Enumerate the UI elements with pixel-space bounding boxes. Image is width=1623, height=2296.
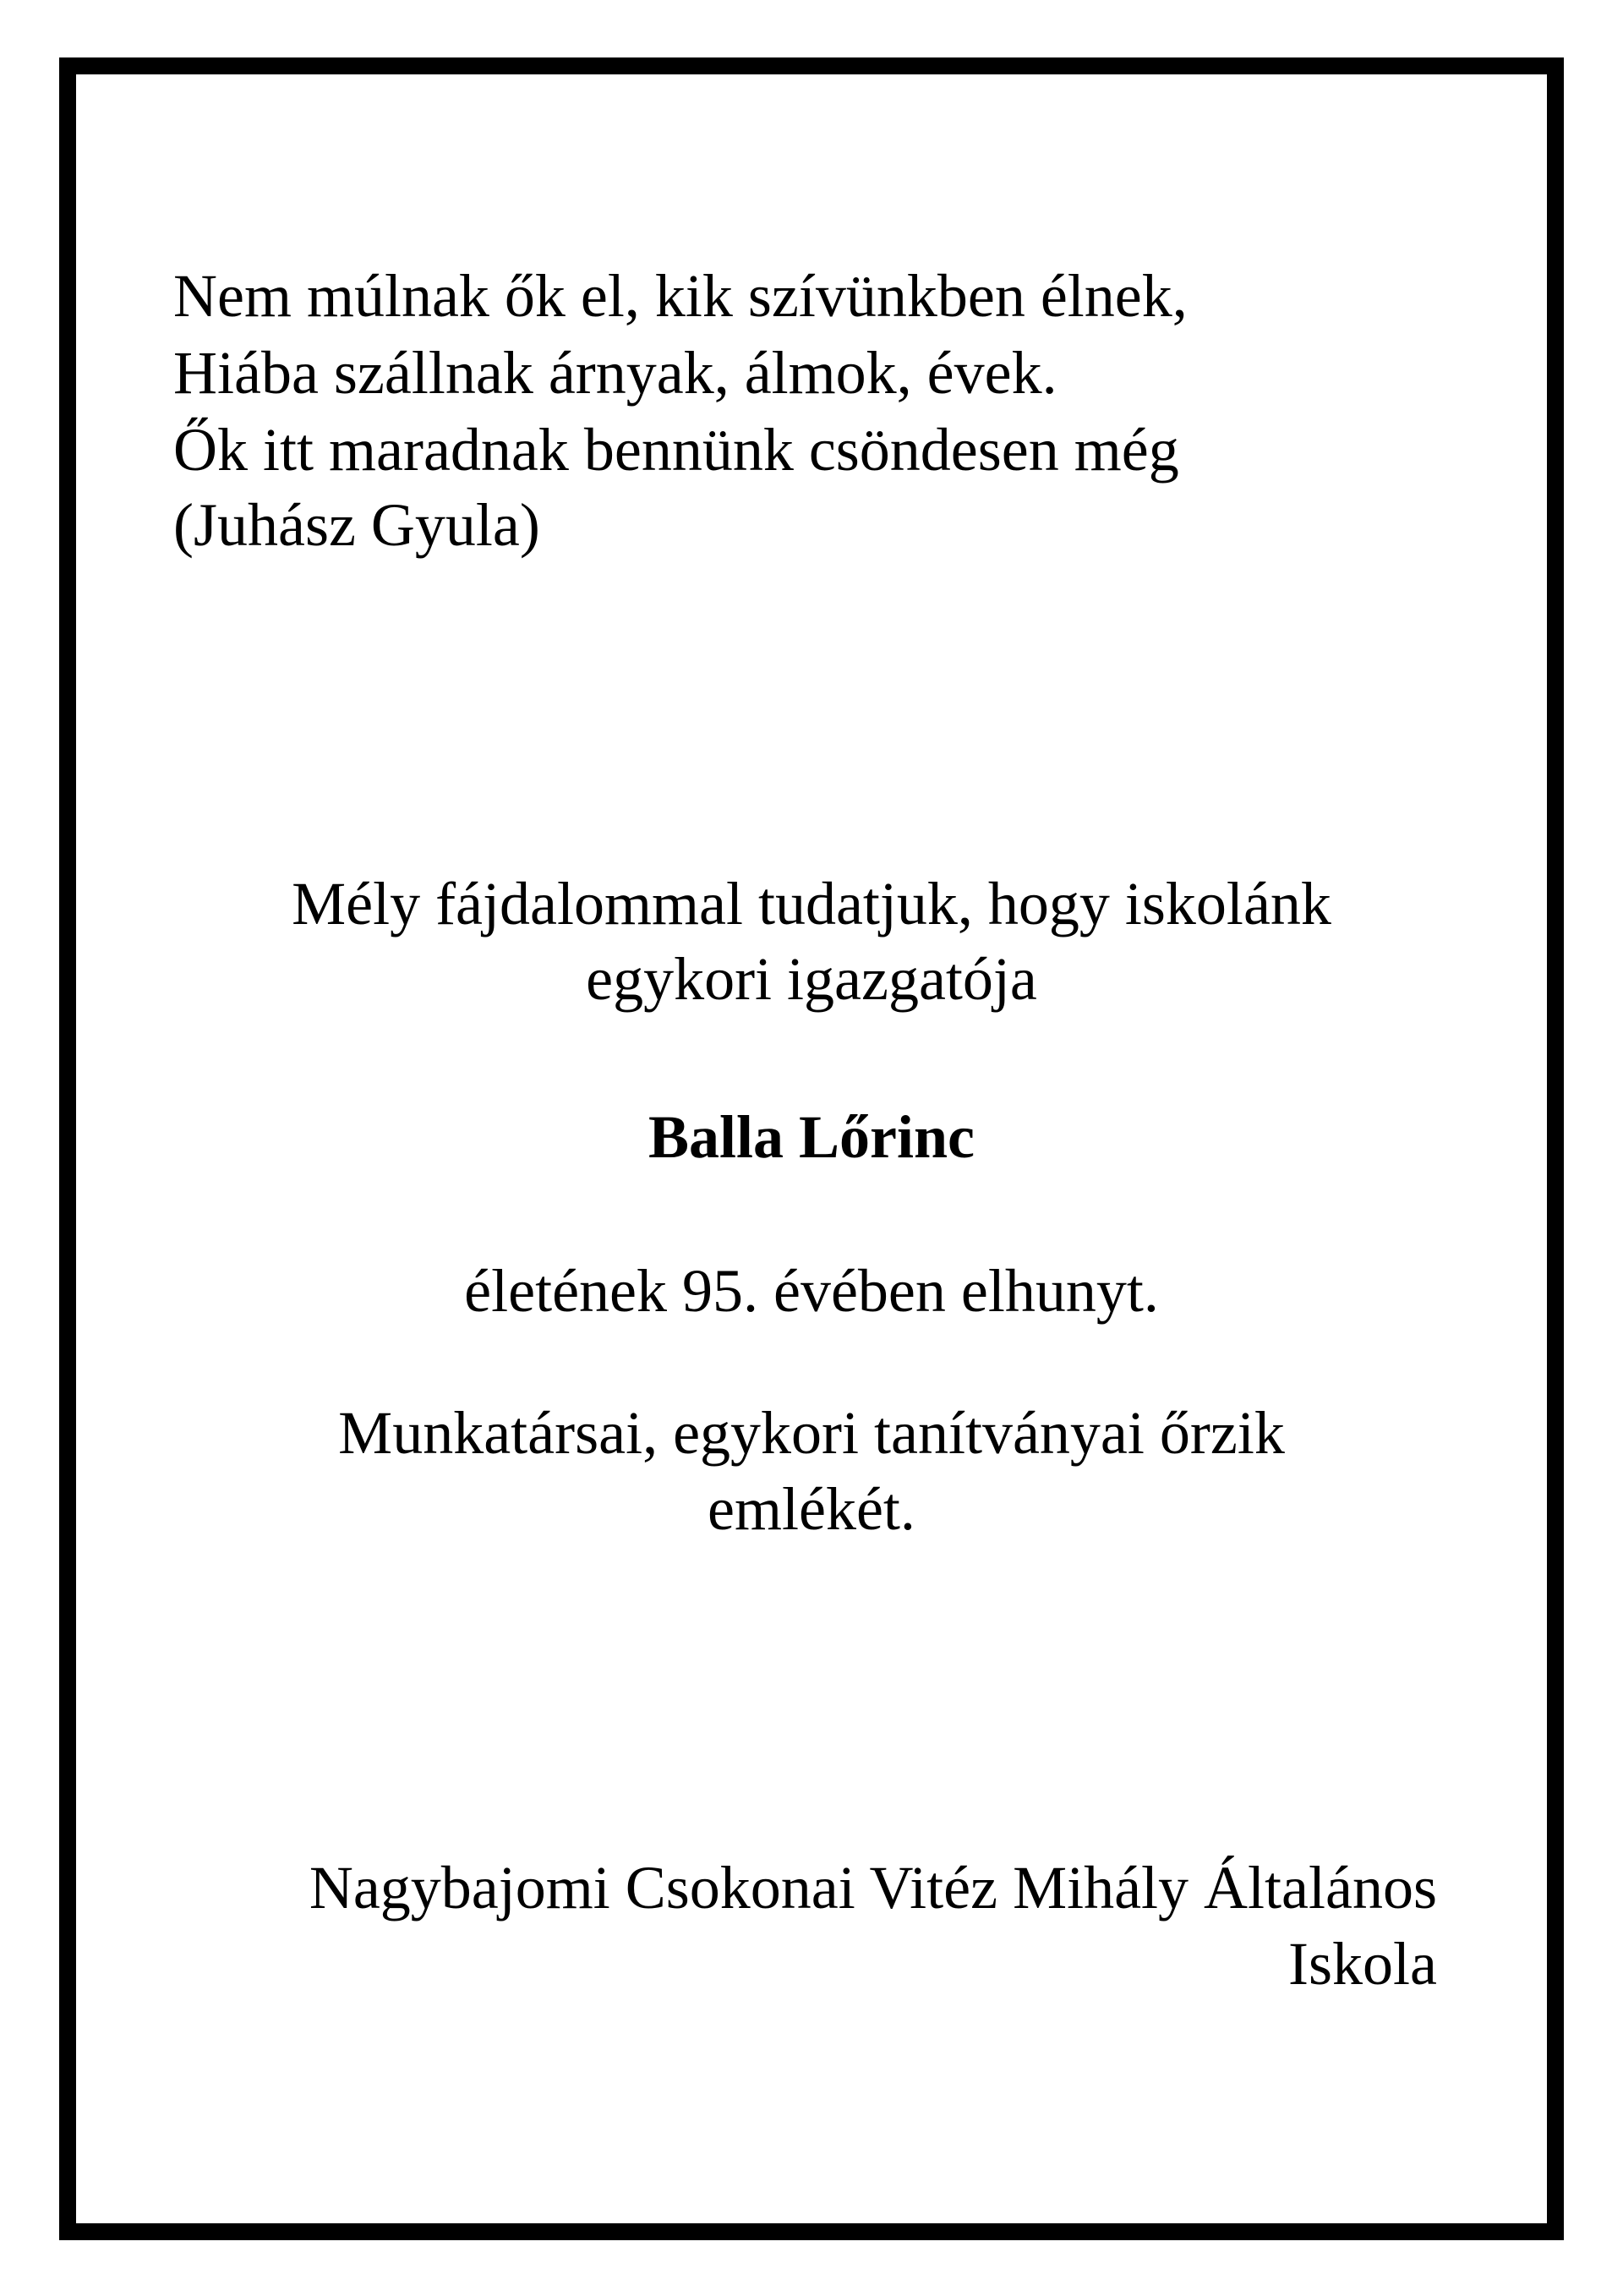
- death-notice-line: életének 95. évében elhunyt.: [464, 1257, 1159, 1325]
- school-name-line-2: Iskola: [1288, 1930, 1437, 1998]
- memory-line-1: Munkatársai, egykori tanítványai őrzik: [338, 1399, 1285, 1467]
- announcement-intro-line-1: Mély fájdalommal tudatjuk, hogy iskolánk: [292, 870, 1331, 938]
- poem-line-2: Hiába szállnak árnyak, álmok, évek.: [173, 339, 1057, 407]
- poem-author: (Juhász Gyula): [173, 491, 540, 559]
- memory-line-2: emlékét.: [708, 1475, 915, 1543]
- announcement-intro-line-2: egykori igazgatója: [586, 945, 1037, 1013]
- poem-line-1: Nem múlnak ők el, kik szívünkben élnek,: [173, 262, 1188, 330]
- deceased-name: Balla Lőrinc: [648, 1103, 975, 1171]
- poem-line-3: Ők itt maradnak bennünk csöndesen még: [173, 416, 1179, 484]
- school-name-line-1: Nagybajomi Csokonai Vitéz Mihály Általános: [309, 1854, 1437, 1922]
